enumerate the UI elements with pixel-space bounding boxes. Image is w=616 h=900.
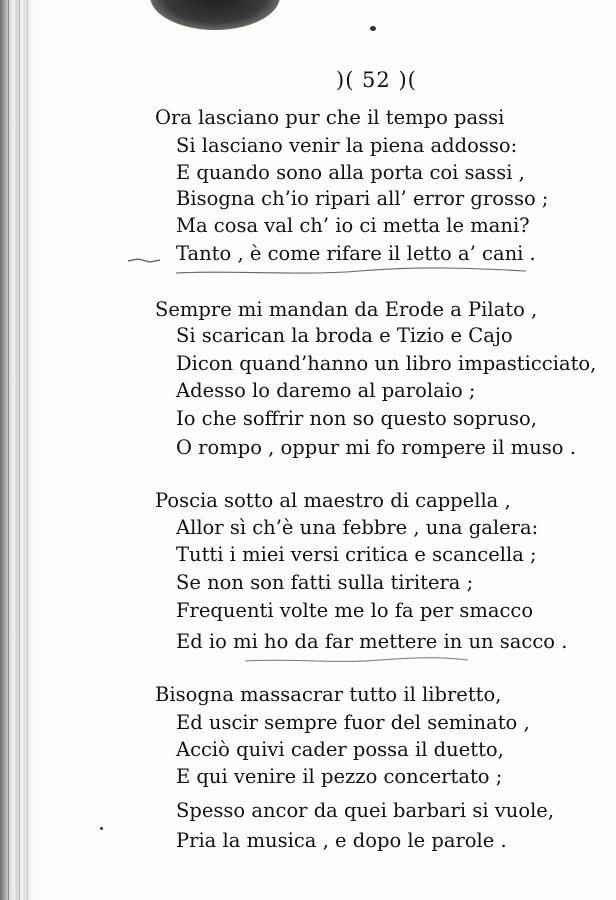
page-number: )( 52 )(	[336, 68, 417, 92]
poem-line: Sempre mi mandan da Erode a Pilato ,	[155, 298, 538, 321]
poem-line: Poscia sotto al maestro di cappella ,	[155, 489, 511, 512]
poem-line: Adesso lo daremo al parolaio ;	[176, 379, 476, 402]
poem-line: Ora lasciano pur che il tempo passi	[155, 106, 505, 129]
poem-line: Frequenti volte me lo fa per smacco	[176, 599, 534, 622]
poem-line: Bisogna ch’io ripari all’ error grosso ;	[176, 187, 549, 210]
underline-mark	[176, 268, 526, 273]
poem-line: Pria la musica , e dopo le parole .	[176, 829, 507, 852]
poem-line: Bisogna massacrar tutto il libretto,	[155, 683, 502, 706]
margin-arrow-mark	[128, 259, 160, 262]
poem-line: O rompo , oppur mi fo rompere il muso .	[176, 436, 576, 459]
poem-line: Allor sì ch’è una febbre , una galera:	[176, 516, 539, 539]
poem-line: Tutti i miei versi critica e scancella ;	[176, 543, 537, 566]
poem-line: E qui venire il pezzo concertato ;	[176, 765, 503, 788]
poem-line: Spesso ancor da quei barbari si vuole,	[176, 799, 555, 822]
poem-line: Io che soffrir non so questo sopruso,	[176, 407, 537, 430]
poem-line: Si scarican la broda e Tizio e Cajo	[176, 324, 513, 347]
poem-line: Si lasciano venir la piena addosso:	[176, 134, 518, 157]
poem-line: Dicon quand’hanno un libro impasticciato,	[176, 352, 597, 375]
poem-line: E quando sono alla porta coi sassi ,	[176, 161, 525, 184]
poem-line: Ed io mi ho da far mettere in un sacco .	[176, 630, 568, 653]
poem-line: Ma cosa val ch’ io ci metta le mani?	[176, 214, 530, 237]
underline-mark	[245, 658, 468, 662]
poem-line: Acciò quivi cader possa il duetto,	[176, 738, 504, 761]
poem-line: Se non son fatti sulla tiritera ;	[176, 571, 474, 594]
poem-line: Tanto , è come rifare il letto a’ cani .	[176, 242, 536, 265]
poem-line: Ed uscir sempre fuor del seminato ,	[176, 711, 530, 734]
